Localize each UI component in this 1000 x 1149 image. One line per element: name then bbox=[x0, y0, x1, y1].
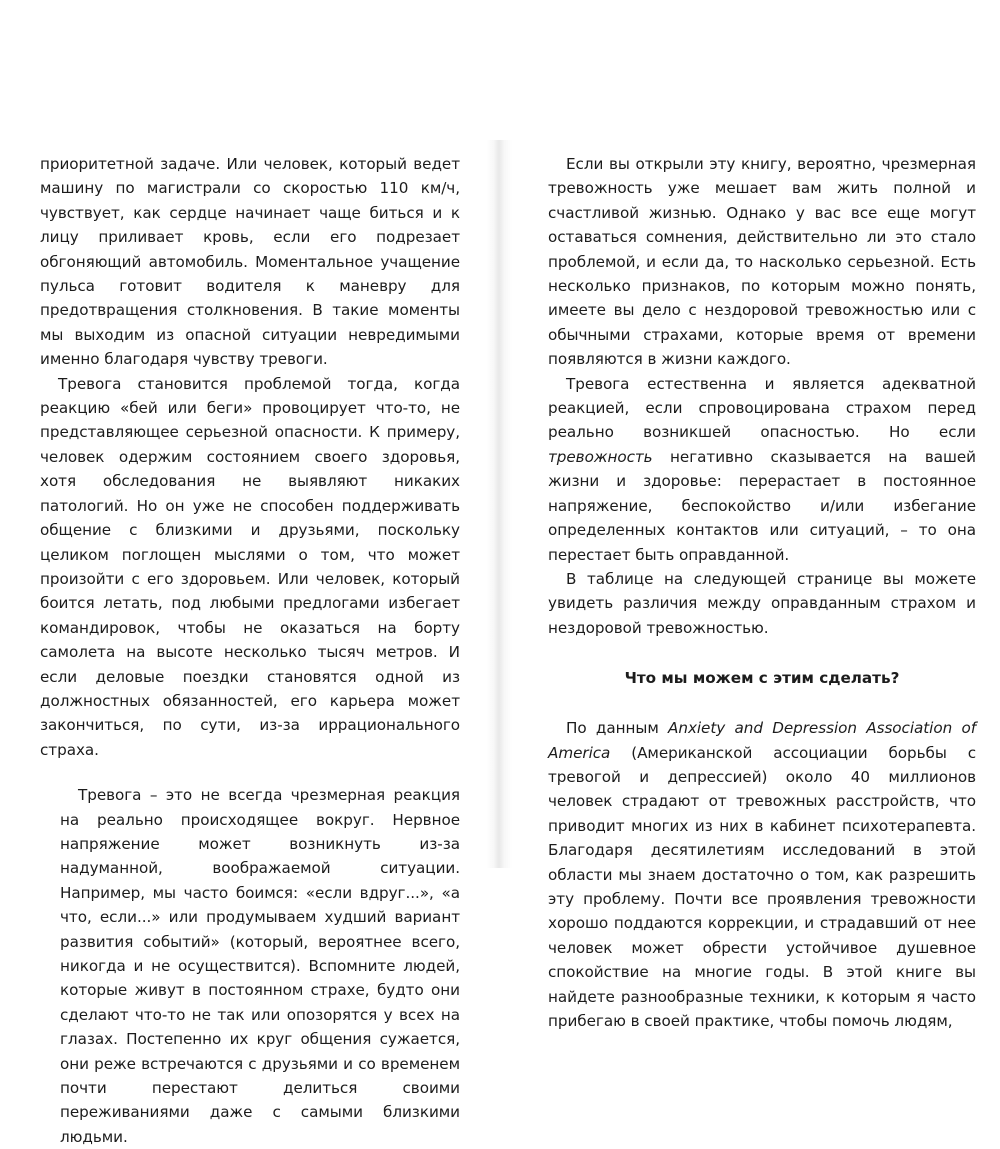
left-paragraph-1: приоритетной задаче. Или человек, который ведет машину по магистрали со скоростью 110 км/ч, чувствует, как сердце начинает чаще биться и к лицу приливает кровь, если его подрезает обгоняющий автомобиль. Моментальное учащение пульса готовит водителя к маневру для предотвращения столкновения. В такие моменты мы выходим из опасной ситуации невредимыми именно благодаря чувству тревоги. bbox=[40, 155, 460, 369]
right-paragraph-3: В таблице на следующей странице вы можете увидеть различия между оправданным страхом и нездоровой тревожностью. bbox=[548, 569, 976, 637]
right-paragraph-2 bbox=[548, 372, 976, 567]
right-paragraph-2-italic: тревожность bbox=[548, 447, 653, 466]
left-paragraph-2: Тревога становится проблемой тогда, когда реакцию «бей или беги» провоцирует что-то, не представляющее серьезной опасности. К примеру, человек одержим состоянием своего здоровья, хотя обследования не выявляют никаких патологий. Но он уже не способен поддерживать общение с близкими и друзьями, поскольку целиком поглощен мыслями о том, что может произойти с его здоровьем. Или человек, который боится летать, под любыми предлогами избегает командировок, чтобы не оказаться на борту самолета на высоте несколько тысяч метров. И если деловые поездки становятся одной из должностных обязанностей, его карьера может закончиться, по сути, из-за иррационального страха. bbox=[40, 374, 460, 759]
right-paragraph-4-italic: Anxiety and Depression Association of America bbox=[548, 719, 977, 762]
section-heading: Что мы можем с этим сделать? bbox=[624, 669, 900, 688]
left-indented-block bbox=[40, 783, 460, 1149]
right-paragraph-2-end: негативно сказывается на вашей жизни и здоровье: перерастает в постоянное напряжение, беспокойство и/или избегание определенных контактов или ситуаций, – то она перестает быть оправданной. bbox=[548, 447, 976, 564]
right-paragraph-2-start: Тревога естественна и является адекватной реакцией, если спровоцирована страхом перед реально возникшей опасностью. Но если bbox=[548, 374, 976, 442]
right-paragraph-4-end: (Американской ассоциации борьбы с тревогой и депрессией) около 40 миллионов человек страдают от тревожных расстройств, что приводит многих из них в кабинет психотерапевта. Благодаря десятилетиям исследований в этой области мы знаем достаточно о том, как разрешить эту проблему. Почти все проявления тревожности хорошо поддаются коррекции, и страдавший от нее человек может обрести устойчивое душевное спокойствие на многие годы. В этой книге вы найдете разнообразные техники, к которым я часто прибегаю в своей практике, чтобы помочь людям, bbox=[548, 743, 976, 1030]
book-gutter bbox=[486, 140, 512, 868]
right-paragraph-1: Если вы открыли эту книгу, вероятно, чрезмерная тревожность уже мешает вам жить полной и счастливой жизнью. Однако у вас все еще могут оставаться сомнения, действительно ли это стало проблемой, и если да, то насколько серьезной. Есть несколько признаков, по которым можно понять, имеете вы дело с нездоровой тревожностью или с обычными страхами, которые время от времени появляются в жизни каждого. bbox=[548, 155, 976, 369]
right-paragraph-4-start: По данным bbox=[566, 719, 669, 738]
right-paragraph-4 bbox=[548, 716, 976, 1033]
left-page bbox=[40, 152, 460, 1149]
left-paragraph-3: Тревога – это не всегда чрезмерная реакция на реально происходящее вокруг. Нервное напряжение может возникнуть из-за надуманной, воображаемой ситуации. Например, мы часто боимся: «если вдруг...», «а что, если...» или продумываем худший вариант развития событий» (который, вероятнее всего, никогда и не осуществится). Вспомните людей, которые живут в постоянном страхе, будто они сделают что-то не так или опозорятся у всех на глазах. Постепенно их круг общения сужается, они реже встречаются с друзьями и со временем почти перестают делиться своими переживаниями даже с самыми близкими людьми. bbox=[60, 786, 460, 1146]
right-page bbox=[548, 152, 976, 1033]
